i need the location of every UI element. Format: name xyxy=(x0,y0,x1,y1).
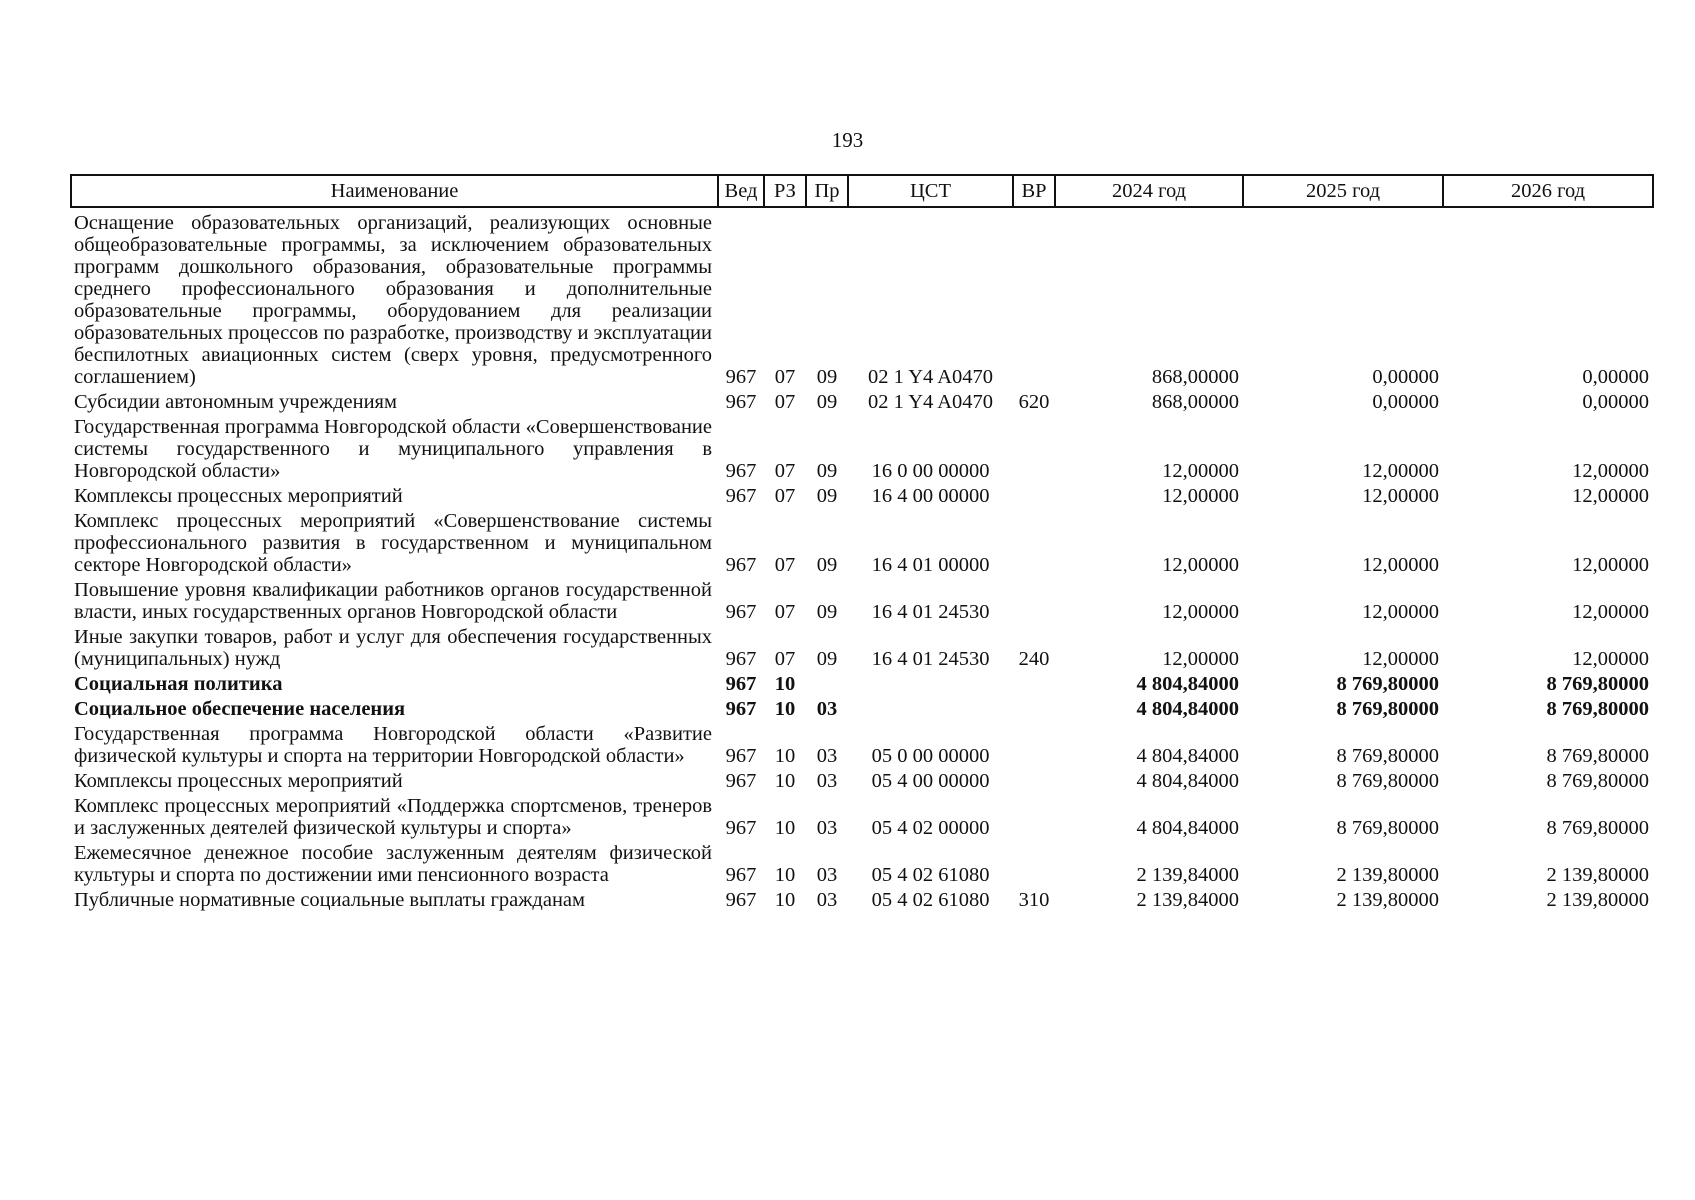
row-cst xyxy=(848,672,1013,697)
row-vr xyxy=(1013,207,1055,390)
row-ved: 967 xyxy=(725,817,757,839)
row-value-2026: 12,00000 xyxy=(1572,601,1649,623)
table-row xyxy=(71,390,1653,415)
row-cst: 05 4 00 00000 xyxy=(871,770,990,792)
row-rz: 07 xyxy=(774,460,796,482)
row-ved: 967 xyxy=(725,601,757,623)
row-vr: 240 xyxy=(1018,648,1050,670)
header-rz: РЗ xyxy=(764,175,806,207)
row-rz: 10 xyxy=(774,864,796,886)
row-ved: 967 xyxy=(725,864,757,886)
header-cst: ЦСТ xyxy=(848,175,1013,207)
row-value-2025: 0,00000 xyxy=(1372,391,1439,413)
row-value-2025: 8 769,80000 xyxy=(1336,817,1439,839)
row-name: Субсидии автономным учреждениям xyxy=(74,391,397,413)
row-value-2025: 8 769,80000 xyxy=(1336,673,1439,695)
row-pr: 03 xyxy=(816,817,838,839)
row-name: Комплексы процессных мероприятий xyxy=(74,485,403,507)
row-value-2024: 4 804,84000 xyxy=(1136,698,1239,720)
page-number: 193 xyxy=(831,128,864,152)
row-ved: 967 xyxy=(725,770,757,792)
row-rz: 07 xyxy=(774,485,796,507)
row-rz: 10 xyxy=(774,817,796,839)
table-row xyxy=(71,509,1653,578)
row-pr: 09 xyxy=(816,366,838,388)
row-vr xyxy=(1013,415,1055,484)
row-value-2026: 12,00000 xyxy=(1572,554,1649,576)
row-value-2026: 12,00000 xyxy=(1572,485,1649,507)
row-rz: 07 xyxy=(774,648,796,670)
row-name: Государственная программа Новгородской области «Совершенствование системы государственного и муниципального управления в Новгородской области» xyxy=(74,416,712,482)
row-name: Комплекс процессных мероприятий «Совершенствование системы профессионального развития в государственном и муниципальном секторе Новгородской области» xyxy=(74,510,712,576)
row-value-2024: 2 139,84000 xyxy=(1136,864,1239,886)
row-pr: 03 xyxy=(816,698,838,720)
row-value-2026: 8 769,80000 xyxy=(1546,673,1649,695)
row-rz: 10 xyxy=(774,673,796,695)
row-name: Оснащение образовательных организаций, реализующих основные общеобразовательные программы, за исключением образовательных программ дошкольного образования, образовательные программы среднего профессионального образования и дополнительные образовательные программы, оборудованием для реализации образовательных процессов по разработке, производству и эксплуатации беспилотных авиационных систем (сверх уровня, предусмотренного соглашением) xyxy=(74,212,712,388)
row-pr: 03 xyxy=(816,864,838,886)
row-value-2024: 12,00000 xyxy=(1162,485,1239,507)
row-name: Социальное обеспечение населения xyxy=(74,698,406,720)
row-cst: 16 4 01 00000 xyxy=(871,554,990,576)
row-name: Социальная политика xyxy=(74,673,283,695)
row-name: Комплексы процессных мероприятий xyxy=(74,770,403,792)
header-pr: Пр xyxy=(806,175,848,207)
row-value-2024: 12,00000 xyxy=(1162,601,1239,623)
row-vr xyxy=(1013,578,1055,625)
header-2025: 2025 год xyxy=(1243,175,1443,207)
row-pr xyxy=(806,672,848,697)
row-value-2026: 12,00000 xyxy=(1572,460,1649,482)
table-row xyxy=(71,484,1653,509)
row-ved: 967 xyxy=(725,366,757,388)
table-row xyxy=(71,578,1653,625)
row-value-2026: 8 769,80000 xyxy=(1546,770,1649,792)
header-ved: Вед xyxy=(718,175,764,207)
row-pr: 03 xyxy=(816,745,838,767)
row-cst: 16 4 01 24530 xyxy=(871,648,990,670)
table-row xyxy=(71,794,1653,841)
row-ved: 967 xyxy=(725,889,757,911)
row-rz: 07 xyxy=(774,554,796,576)
row-value-2024: 868,00000 xyxy=(1151,366,1239,388)
row-name: Повышение уровня квалификации работников органов государственной власти, иных государственных органов Новгородской области xyxy=(74,579,712,623)
row-value-2025: 8 769,80000 xyxy=(1336,770,1439,792)
row-cst: 02 1 Y4 A0470 xyxy=(867,391,994,413)
row-ved: 967 xyxy=(725,673,757,695)
row-value-2025: 12,00000 xyxy=(1362,554,1439,576)
table-row xyxy=(71,888,1653,913)
table-row xyxy=(71,841,1653,888)
row-cst: 02 1 Y4 A0470 xyxy=(867,366,994,388)
row-ved: 967 xyxy=(725,460,757,482)
row-cst: 16 4 01 24530 xyxy=(871,601,990,623)
row-name: Иные закупки товаров, работ и услуг для обеспечения государственных (муниципальных) нужд xyxy=(74,626,712,670)
row-name: Ежемесячное денежное пособие заслуженным деятелям физической культуры и спорта по достижении ими пенсионного возраста xyxy=(74,842,712,886)
row-pr: 09 xyxy=(816,648,838,670)
row-rz: 07 xyxy=(774,601,796,623)
row-value-2024: 4 804,84000 xyxy=(1136,770,1239,792)
row-pr: 09 xyxy=(816,554,838,576)
table-row xyxy=(71,722,1653,769)
row-value-2026: 0,00000 xyxy=(1582,391,1649,413)
row-rz: 10 xyxy=(774,770,796,792)
row-rz: 07 xyxy=(774,366,796,388)
row-value-2026: 8 769,80000 xyxy=(1546,698,1649,720)
row-vr xyxy=(1013,697,1055,722)
row-cst: 05 4 02 00000 xyxy=(871,817,990,839)
table-header-row xyxy=(71,175,1653,207)
row-pr: 09 xyxy=(816,485,838,507)
row-value-2025: 12,00000 xyxy=(1362,601,1439,623)
row-vr xyxy=(1013,769,1055,794)
row-ved: 967 xyxy=(725,554,757,576)
header-vr: ВР xyxy=(1013,175,1055,207)
table-row xyxy=(71,769,1653,794)
row-value-2026: 2 139,80000 xyxy=(1546,864,1649,886)
row-cst: 05 4 02 61080 xyxy=(871,864,990,886)
row-ved: 967 xyxy=(725,698,757,720)
row-ved: 967 xyxy=(725,648,757,670)
row-ved: 967 xyxy=(725,391,757,413)
row-pr: 09 xyxy=(816,601,838,623)
row-pr: 09 xyxy=(816,460,838,482)
row-value-2024: 868,00000 xyxy=(1151,391,1239,413)
budget-table xyxy=(70,174,1654,913)
table-row xyxy=(71,415,1653,484)
row-rz: 10 xyxy=(774,698,796,720)
row-value-2024: 4 804,84000 xyxy=(1136,817,1239,839)
row-value-2024: 12,00000 xyxy=(1162,460,1239,482)
row-ved: 967 xyxy=(725,745,757,767)
row-cst: 16 0 00 00000 xyxy=(871,460,990,482)
row-cst: 05 4 02 61080 xyxy=(871,889,990,911)
row-name: Комплекс процессных мероприятий «Поддержка спортсменов, тренеров и заслуженных деятелей физической культуры и спорта» xyxy=(74,795,712,839)
row-value-2025: 12,00000 xyxy=(1362,485,1439,507)
row-value-2024: 12,00000 xyxy=(1162,648,1239,670)
row-value-2026: 2 139,80000 xyxy=(1546,889,1649,911)
row-ved: 967 xyxy=(725,485,757,507)
row-value-2024: 2 139,84000 xyxy=(1136,889,1239,911)
row-value-2025: 12,00000 xyxy=(1362,460,1439,482)
row-vr: 620 xyxy=(1018,391,1050,413)
row-value-2024: 4 804,84000 xyxy=(1136,673,1239,695)
row-value-2025: 12,00000 xyxy=(1362,648,1439,670)
table-row xyxy=(71,625,1653,672)
row-rz: 10 xyxy=(774,889,796,911)
row-name: Государственная программа Новгородской области «Развитие физической культуры и спорта на территории Новгородской области» xyxy=(74,723,712,767)
row-value-2025: 2 139,80000 xyxy=(1336,889,1439,911)
row-cst xyxy=(848,697,1013,722)
row-value-2026: 0,00000 xyxy=(1582,366,1649,388)
row-pr: 03 xyxy=(816,770,838,792)
row-value-2025: 8 769,80000 xyxy=(1336,698,1439,720)
row-vr xyxy=(1013,509,1055,578)
row-value-2024: 4 804,84000 xyxy=(1136,745,1239,767)
row-value-2025: 2 139,80000 xyxy=(1336,864,1439,886)
row-value-2026: 8 769,80000 xyxy=(1546,817,1649,839)
header-name: Наименование xyxy=(71,175,718,207)
row-pr: 09 xyxy=(816,391,838,413)
table-row xyxy=(71,697,1653,722)
row-vr xyxy=(1013,722,1055,769)
table-row xyxy=(71,672,1653,697)
row-vr: 310 xyxy=(1018,889,1050,911)
header-2024: 2024 год xyxy=(1055,175,1243,207)
row-vr xyxy=(1013,794,1055,841)
row-cst: 16 4 00 00000 xyxy=(871,485,990,507)
row-value-2026: 12,00000 xyxy=(1572,648,1649,670)
row-value-2026: 8 769,80000 xyxy=(1546,745,1649,767)
row-vr xyxy=(1013,672,1055,697)
table-body xyxy=(71,207,1653,913)
row-vr xyxy=(1013,841,1055,888)
row-value-2025: 8 769,80000 xyxy=(1336,745,1439,767)
row-value-2025: 0,00000 xyxy=(1372,366,1439,388)
row-name: Публичные нормативные социальные выплаты гражданам xyxy=(74,889,586,911)
row-vr xyxy=(1013,484,1055,509)
row-cst: 05 0 00 00000 xyxy=(871,745,990,767)
row-value-2024: 12,00000 xyxy=(1162,554,1239,576)
row-rz: 07 xyxy=(774,391,796,413)
header-2026: 2026 год xyxy=(1443,175,1653,207)
table-row xyxy=(71,207,1653,390)
row-pr: 03 xyxy=(816,889,838,911)
row-rz: 10 xyxy=(774,745,796,767)
